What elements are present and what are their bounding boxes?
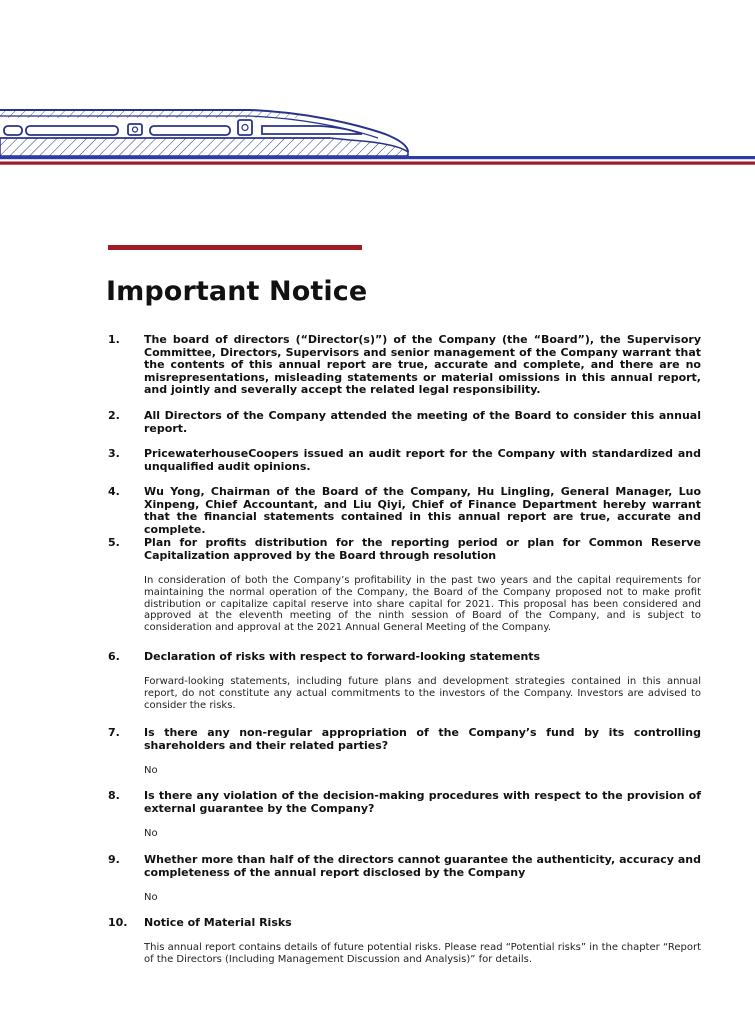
page-title: Important Notice: [106, 276, 368, 307]
item-body: In consideration of both the Company’s profitability in the past two years and the capital requirements for maintaining the normal operation of the Company, the Board of the Company proposed not to make profit distribution or capitalize capital reserve into share capital for 2021. This proposal has been considered and approved at the eleventh meeting of the ninth session of Board of the Company, and is subject to consideration and approval at the 2021 Annual General Meeting of the Company.: [144, 575, 701, 634]
item-answer: No: [144, 765, 158, 776]
high-speed-train-icon: [0, 110, 408, 156]
item-answer: No: [144, 892, 158, 903]
item-body: Forward-looking statements, including future plans and development strategies contained in this annual report, do not constitute any actual commitments to the investors of the Company. Investors are advised to consider the risks.: [144, 676, 701, 711]
item-number: 6.: [108, 650, 120, 663]
item-heading: PricewaterhouseCoopers issued an audit report for the Company with standardized and unqualified audit opinions.: [144, 447, 701, 473]
item-heading: Is there any violation of the decision-making procedures with respect to the provision of external guarantee by the Company?: [144, 789, 701, 815]
item-answer: No: [144, 828, 158, 839]
item-number: 8.: [108, 789, 120, 802]
item-heading: Notice of Material Risks: [144, 916, 292, 929]
item-number: 9.: [108, 853, 120, 866]
item-heading: Whether more than half of the directors cannot guarantee the authenticity, accuracy and completeness of the annual report disclosed by the Company: [144, 853, 701, 879]
item-heading: Is there any non-regular appropriation of the Company’s fund by its controlling shareholders and their related parties?: [144, 726, 701, 752]
item-heading: Plan for profits distribution for the reporting period or plan for Common Reserve Capitalization approved by the Board through resolution: [144, 536, 701, 562]
train-banner: [0, 96, 755, 170]
item-number: 2.: [108, 409, 120, 422]
item-number: 1.: [108, 333, 120, 346]
item-heading: Declaration of risks with respect to forward-looking statements: [144, 650, 541, 663]
banner-blue-rule: [0, 156, 755, 159]
item-number: 7.: [108, 726, 120, 739]
item-number: 10.: [108, 916, 128, 929]
item-number: 3.: [108, 447, 120, 460]
item-body: This annual report contains details of future potential risks. Please read “Potential risks” in the chapter “Report of the Directors (Including Management Discussion and Analysis)” for details.: [144, 942, 701, 965]
item-heading: All Directors of the Company attended the meeting of the Board to consider this annual report.: [144, 409, 701, 435]
item-heading: Wu Yong, Chairman of the Board of the Company, Hu Lingling, General Manager, Luo Xinpeng, Chief Accountant, and Liu Qiyi, Chief of Finance Department hereby warrant that the financial statements contained in this annual report are true, accurate and complete.: [144, 485, 701, 536]
item-number: 5.: [108, 536, 120, 549]
banner-red-rule: [0, 162, 755, 165]
item-number: 4.: [108, 485, 120, 498]
title-accent-bar: [108, 245, 362, 250]
item-heading: The board of directors (“Director(s)”) of the Company (the “Board”), the Supervisory Committee, Directors, Supervisors and senior management of the Company warrant that the contents of this annual report are true, accurate and complete, and there are no misrepresentations, misleading statements or material omissions in this annual report, and jointly and severally accept the related legal responsibility.: [144, 333, 701, 397]
